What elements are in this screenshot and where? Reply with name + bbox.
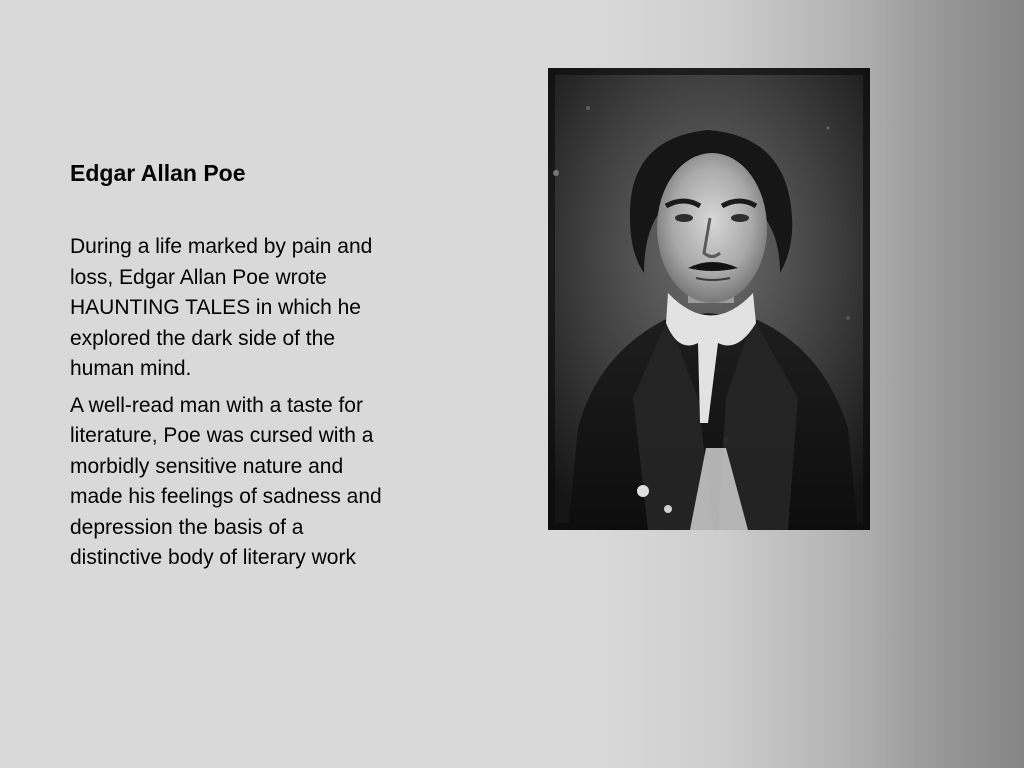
body-paragraph-2: A well-read man with a taste for literature, Poe was cursed with a morbidly sensitive nature and made his feelings of sadness and depression the basis of a distinctive body of literary work xyxy=(70,393,382,569)
portrait-photo xyxy=(548,68,870,530)
slide-body xyxy=(70,232,400,580)
slide-title: Edgar Allan Poe xyxy=(70,160,246,186)
body-paragraph-1: During a life marked by pain and loss, Edgar Allan Poe wrote HAUNTING TALES in which he explored the dark side of the human mind. xyxy=(70,235,373,380)
